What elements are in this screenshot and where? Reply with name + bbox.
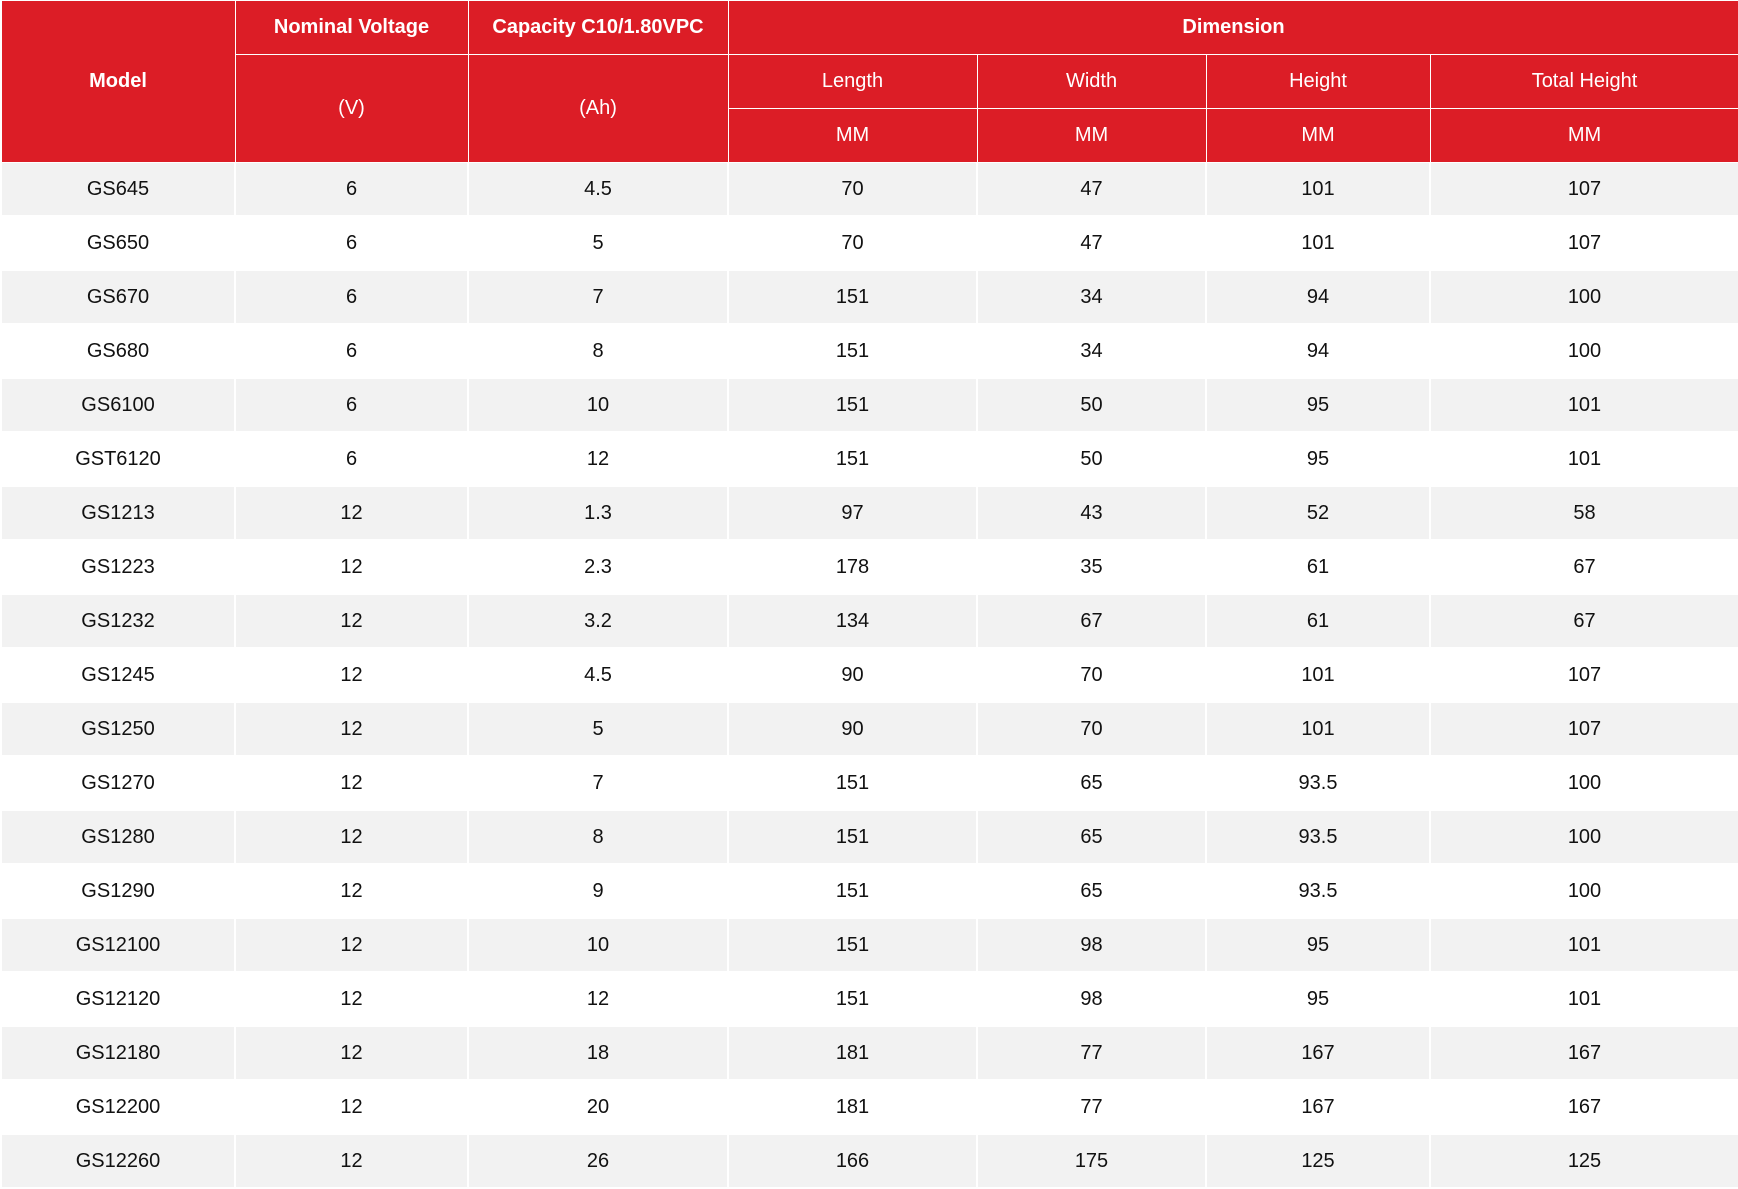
header-total-height: Total Height	[1430, 55, 1738, 109]
table-row	[1, 540, 1738, 594]
width-cell: 77	[977, 1080, 1206, 1134]
model-cell: GS1250	[1, 702, 235, 756]
length-cell: 151	[728, 756, 977, 810]
capacity-cell: 18	[468, 1026, 728, 1080]
total-height-cell: 101	[1430, 918, 1738, 972]
voltage-cell: 6	[235, 270, 468, 324]
height-cell: 94	[1206, 324, 1430, 378]
voltage-cell: 6	[235, 378, 468, 432]
height-cell: 93.5	[1206, 810, 1430, 864]
capacity-cell: 8	[468, 810, 728, 864]
total-height-cell: 100	[1430, 810, 1738, 864]
length-cell: 151	[728, 270, 977, 324]
voltage-cell: 12	[235, 648, 468, 702]
length-cell: 151	[728, 378, 977, 432]
length-cell: 151	[728, 432, 977, 486]
total-height-cell: 167	[1430, 1026, 1738, 1080]
capacity-cell: 5	[468, 702, 728, 756]
voltage-cell: 12	[235, 864, 468, 918]
model-cell: GS12100	[1, 918, 235, 972]
capacity-cell: 7	[468, 270, 728, 324]
header-length-unit: MM	[728, 109, 977, 163]
capacity-cell: 10	[468, 378, 728, 432]
capacity-cell: 26	[468, 1134, 728, 1188]
model-cell: GS645	[1, 163, 235, 217]
total-height-cell: 107	[1430, 216, 1738, 270]
total-height-cell: 107	[1430, 648, 1738, 702]
model-cell: GST6120	[1, 432, 235, 486]
width-cell: 47	[977, 216, 1206, 270]
width-cell: 50	[977, 378, 1206, 432]
header-length: Length	[728, 55, 977, 109]
table-row	[1, 486, 1738, 540]
model-cell: GS1290	[1, 864, 235, 918]
length-cell: 90	[728, 648, 977, 702]
capacity-cell: 10	[468, 918, 728, 972]
total-height-cell: 167	[1430, 1080, 1738, 1134]
header-dimension: Dimension	[728, 1, 1738, 55]
table-row	[1, 864, 1738, 918]
length-cell: 97	[728, 486, 977, 540]
model-cell: GS12180	[1, 1026, 235, 1080]
voltage-cell: 6	[235, 324, 468, 378]
length-cell: 151	[728, 810, 977, 864]
height-cell: 101	[1206, 648, 1430, 702]
length-cell: 151	[728, 864, 977, 918]
capacity-cell: 4.5	[468, 648, 728, 702]
length-cell: 151	[728, 918, 977, 972]
model-cell: GS1270	[1, 756, 235, 810]
model-cell: GS12260	[1, 1134, 235, 1188]
table-row	[1, 594, 1738, 648]
model-cell: GS12200	[1, 1080, 235, 1134]
capacity-cell: 4.5	[468, 163, 728, 217]
voltage-cell: 12	[235, 486, 468, 540]
width-cell: 65	[977, 864, 1206, 918]
table-row	[1, 810, 1738, 864]
table-row	[1, 270, 1738, 324]
total-height-cell: 101	[1430, 432, 1738, 486]
table-row	[1, 216, 1738, 270]
model-cell: GS1223	[1, 540, 235, 594]
height-cell: 167	[1206, 1080, 1430, 1134]
width-cell: 50	[977, 432, 1206, 486]
width-cell: 98	[977, 972, 1206, 1026]
voltage-cell: 12	[235, 1080, 468, 1134]
width-cell: 34	[977, 324, 1206, 378]
voltage-cell: 12	[235, 972, 468, 1026]
total-height-cell: 125	[1430, 1134, 1738, 1188]
voltage-cell: 12	[235, 756, 468, 810]
table-row	[1, 648, 1738, 702]
total-height-cell: 67	[1430, 594, 1738, 648]
table-header	[1, 1, 1738, 163]
height-cell: 167	[1206, 1026, 1430, 1080]
voltage-cell: 12	[235, 918, 468, 972]
total-height-cell: 67	[1430, 540, 1738, 594]
height-cell: 125	[1206, 1134, 1430, 1188]
header-capacity: Capacity C10/1.80VPC	[468, 1, 728, 55]
width-cell: 70	[977, 702, 1206, 756]
length-cell: 70	[728, 163, 977, 217]
total-height-cell: 100	[1430, 756, 1738, 810]
voltage-cell: 6	[235, 163, 468, 217]
total-height-cell: 107	[1430, 702, 1738, 756]
capacity-cell: 2.3	[468, 540, 728, 594]
header-voltage-unit: (V)	[235, 55, 468, 163]
width-cell: 175	[977, 1134, 1206, 1188]
width-cell: 65	[977, 756, 1206, 810]
height-cell: 101	[1206, 216, 1430, 270]
table-row	[1, 756, 1738, 810]
total-height-cell: 100	[1430, 324, 1738, 378]
height-cell: 93.5	[1206, 756, 1430, 810]
model-cell: GS12120	[1, 972, 235, 1026]
width-cell: 70	[977, 648, 1206, 702]
length-cell: 151	[728, 972, 977, 1026]
voltage-cell: 12	[235, 1026, 468, 1080]
capacity-cell: 5	[468, 216, 728, 270]
length-cell: 70	[728, 216, 977, 270]
capacity-cell: 12	[468, 432, 728, 486]
width-cell: 98	[977, 918, 1206, 972]
width-cell: 43	[977, 486, 1206, 540]
model-cell: GS1213	[1, 486, 235, 540]
length-cell: 134	[728, 594, 977, 648]
width-cell: 77	[977, 1026, 1206, 1080]
voltage-cell: 6	[235, 216, 468, 270]
voltage-cell: 12	[235, 1134, 468, 1188]
width-cell: 65	[977, 810, 1206, 864]
table-row	[1, 1134, 1738, 1188]
table-row	[1, 918, 1738, 972]
length-cell: 181	[728, 1080, 977, 1134]
height-cell: 95	[1206, 972, 1430, 1026]
capacity-cell: 3.2	[468, 594, 728, 648]
capacity-cell: 20	[468, 1080, 728, 1134]
table-row	[1, 702, 1738, 756]
height-cell: 61	[1206, 594, 1430, 648]
header-height: Height	[1206, 55, 1430, 109]
total-height-cell: 101	[1430, 972, 1738, 1026]
width-cell: 47	[977, 163, 1206, 217]
model-cell: GS680	[1, 324, 235, 378]
voltage-cell: 12	[235, 594, 468, 648]
table-row	[1, 1080, 1738, 1134]
model-cell: GS650	[1, 216, 235, 270]
height-cell: 52	[1206, 486, 1430, 540]
height-cell: 95	[1206, 432, 1430, 486]
model-cell: GS6100	[1, 378, 235, 432]
header-model: Model	[1, 1, 235, 163]
length-cell: 151	[728, 324, 977, 378]
capacity-cell: 1.3	[468, 486, 728, 540]
length-cell: 181	[728, 1026, 977, 1080]
header-width-unit: MM	[977, 109, 1206, 163]
capacity-cell: 12	[468, 972, 728, 1026]
width-cell: 67	[977, 594, 1206, 648]
height-cell: 61	[1206, 540, 1430, 594]
table-row	[1, 432, 1738, 486]
capacity-cell: 7	[468, 756, 728, 810]
table-row	[1, 324, 1738, 378]
length-cell: 166	[728, 1134, 977, 1188]
header-nominal-voltage: Nominal Voltage	[235, 1, 468, 55]
header-total-height-unit: MM	[1430, 109, 1738, 163]
table-row	[1, 1026, 1738, 1080]
height-cell: 101	[1206, 163, 1430, 217]
voltage-cell: 6	[235, 432, 468, 486]
length-cell: 178	[728, 540, 977, 594]
height-cell: 94	[1206, 270, 1430, 324]
header-height-unit: MM	[1206, 109, 1430, 163]
total-height-cell: 100	[1430, 270, 1738, 324]
header-capacity-unit: (Ah)	[468, 55, 728, 163]
width-cell: 34	[977, 270, 1206, 324]
capacity-cell: 9	[468, 864, 728, 918]
header-width: Width	[977, 55, 1206, 109]
table-row	[1, 378, 1738, 432]
model-cell: GS1232	[1, 594, 235, 648]
model-cell: GS1245	[1, 648, 235, 702]
total-height-cell: 58	[1430, 486, 1738, 540]
table-body	[1, 163, 1738, 1189]
height-cell: 95	[1206, 378, 1430, 432]
height-cell: 101	[1206, 702, 1430, 756]
height-cell: 93.5	[1206, 864, 1430, 918]
model-cell: GS670	[1, 270, 235, 324]
total-height-cell: 107	[1430, 163, 1738, 217]
length-cell: 90	[728, 702, 977, 756]
height-cell: 95	[1206, 918, 1430, 972]
width-cell: 35	[977, 540, 1206, 594]
capacity-cell: 8	[468, 324, 728, 378]
voltage-cell: 12	[235, 540, 468, 594]
total-height-cell: 101	[1430, 378, 1738, 432]
voltage-cell: 12	[235, 810, 468, 864]
table-row	[1, 972, 1738, 1026]
voltage-cell: 12	[235, 702, 468, 756]
model-cell: GS1280	[1, 810, 235, 864]
total-height-cell: 100	[1430, 864, 1738, 918]
table-row	[1, 163, 1738, 217]
